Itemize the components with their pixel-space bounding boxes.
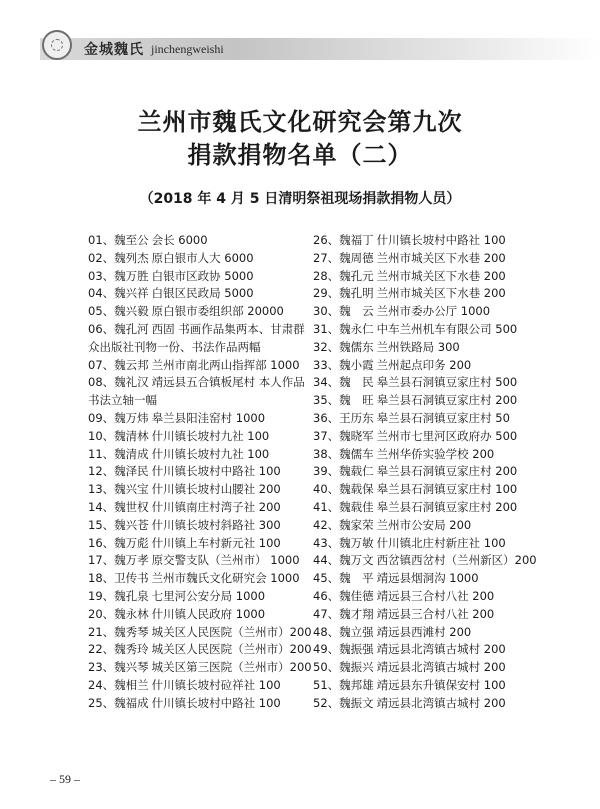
donor-number: 06、 [88, 321, 115, 336]
donor-number: 03、 [88, 268, 115, 283]
donor-name: 魏万文 [339, 553, 374, 568]
donor-number: 20、 [88, 606, 115, 621]
donor-detail: 七里河公安分局 1000 [151, 588, 266, 603]
brand-name-en: jinchengweishi [151, 42, 224, 56]
donor-detail: 靖远县北湾镇古城村 200 [376, 695, 506, 710]
donor-item [88, 659, 312, 677]
donor-item [88, 357, 306, 375]
donor-name: 魏云邦 [114, 357, 149, 372]
donor-name: 魏兴苍 [114, 517, 149, 532]
donor-item [88, 570, 306, 588]
donor-detail: 西岔镇西岔村（兰州新区）200 [376, 553, 537, 568]
donor-name: 魏福成 [114, 695, 149, 710]
donor-detail: 兰州市七里河区政府办 500 [376, 428, 518, 443]
donor-item [313, 303, 553, 321]
donor-item [88, 552, 306, 570]
donor-number: 34、 [313, 375, 340, 390]
donor-number: 42、 [313, 517, 340, 532]
donor-list-left [88, 232, 312, 713]
donor-name: 魏兴宝 [114, 482, 149, 497]
brand-name-cn: 金城魏氏 [84, 42, 144, 58]
donor-item [88, 624, 312, 642]
donor-item [313, 392, 553, 410]
donor-name: 魏儒车 [339, 446, 374, 461]
donor-name: 魏至公 [114, 233, 149, 247]
donor-item [313, 677, 553, 695]
donor-name: 魏万敏 [339, 535, 374, 550]
donor-number: 07、 [88, 357, 115, 372]
donor-detail: 什川镇上车村新元社 100 [151, 535, 281, 550]
donor-number: 10、 [88, 428, 115, 443]
donor-detail: 兰州市魏氏文化研究会 1000 [151, 571, 300, 586]
donor-item [88, 535, 306, 553]
donor-detail: 什川镇长坡村中路社 100 [151, 464, 281, 479]
page-title-line-1: 兰州市魏氏文化研究会第九次 [137, 107, 463, 136]
donor-item [313, 410, 553, 428]
donor-item [313, 321, 553, 339]
donor-number: 35、 [313, 393, 340, 408]
donor-detail: 会长 6000 [151, 233, 208, 247]
donor-detail: 什川镇长坡村山腰社 200 [151, 482, 281, 497]
donor-number: 52、 [313, 695, 340, 710]
donor-detail: 皋兰县石洞镇豆家庄村 200 [376, 393, 518, 408]
donor-name: 魏孔明 [339, 286, 374, 301]
donor-item [88, 374, 306, 410]
donor-number: 23、 [88, 660, 115, 675]
donor-name: 卫传书 [114, 571, 149, 586]
donor-detail: 城关区人民医院（兰州市）200 [151, 624, 312, 639]
donor-item [313, 588, 553, 606]
donor-item [313, 641, 553, 659]
donor-item [88, 446, 306, 464]
donor-detail: 兰州市委办公厅 1000 [376, 304, 491, 319]
donor-detail: 城关区第三医院（兰州市）200 [151, 660, 312, 675]
donor-detail: 靖远县烟洞沟 1000 [376, 571, 479, 586]
donor-number: 37、 [313, 428, 340, 443]
donor-name: 魏载保 [339, 482, 374, 497]
donor-detail: 兰州市公安局 200 [376, 517, 472, 532]
donor-detail: 原白银市人大 6000 [151, 250, 254, 265]
donor-number: 29、 [313, 286, 340, 301]
donor-item [313, 606, 553, 624]
donor-name: 魏列杰 [114, 250, 149, 265]
donor-name: 魏佳德 [339, 588, 374, 603]
donor-number: 44、 [313, 553, 340, 568]
donor-item [313, 499, 553, 517]
donor-name: 魏孔河 [114, 321, 149, 336]
donor-number: 50、 [313, 660, 340, 675]
donor-number: 13、 [88, 482, 115, 497]
donor-name: 魏载佳 [339, 499, 374, 514]
donor-detail: 兰州市城关区下水巷 200 [376, 268, 506, 283]
donor-item [88, 268, 306, 286]
donor-item [313, 250, 553, 268]
donor-number: 01、 [88, 233, 115, 247]
donor-number: 51、 [313, 677, 340, 692]
donor-item [88, 641, 312, 659]
donor-name: 魏晓军 [339, 428, 374, 443]
donor-detail: 原交警支队（兰州市） 1000 [151, 553, 300, 568]
donor-number: 14、 [88, 499, 115, 514]
donor-detail: 兰州铁路局 300 [376, 339, 460, 354]
donor-item [88, 250, 306, 268]
donor-detail: 皋兰县石洞镇豆家庄村 500 [376, 375, 518, 390]
donor-detail: 什川镇长坡村砬祥社 100 [151, 677, 281, 692]
donor-detail: 兰州市城关区下水巷 200 [376, 250, 506, 265]
donor-number: 46、 [313, 588, 340, 603]
donor-number: 30、 [313, 304, 340, 319]
page-title-line-2: 捐款捐物名单（二） [187, 140, 413, 169]
donor-item [313, 357, 553, 375]
donor-detail: 原白银市委组织部 20000 [151, 304, 284, 319]
donor-detail: 什川镇南庄村湾子社 200 [151, 499, 281, 514]
donor-item [88, 517, 306, 535]
donor-detail: 什川镇长坡村斜路社 300 [151, 517, 281, 532]
donor-item [88, 428, 306, 446]
donor-name: 魏兴祥 [114, 286, 149, 301]
donor-detail: 兰州华侨实验学校 200 [376, 446, 495, 461]
donor-number: 39、 [313, 464, 340, 479]
donor-number: 02、 [88, 250, 115, 265]
donor-detail: 皋兰县石洞镇豆家庄村 50 [376, 410, 510, 425]
donor-name: 魏世权 [114, 499, 149, 514]
donor-item [313, 285, 553, 303]
donor-name: 魏清成 [114, 446, 149, 461]
donor-number: 12、 [88, 464, 115, 479]
page-subtitle: （2018 年 4 月 5 日清明祭祖现场捐款捐物人员） [139, 191, 461, 207]
donor-item [313, 535, 553, 553]
donor-number: 38、 [313, 446, 340, 461]
seal-logo-icon [42, 30, 72, 60]
donor-detail: 西固 书画作品集两本、甘肃群 [151, 321, 305, 336]
donor-number: 05、 [88, 304, 115, 319]
donor-item [313, 552, 553, 570]
donor-name: 王历东 [339, 410, 374, 425]
donor-detail: 靖远县三合村八社 200 [376, 606, 495, 621]
donor-number: 08、 [88, 375, 115, 390]
donor-name: 魏万孝 [114, 553, 149, 568]
donor-number: 45、 [313, 571, 340, 586]
donor-number: 48、 [313, 624, 340, 639]
donor-number: 21、 [88, 624, 115, 639]
donor-item [88, 285, 306, 303]
donor-number: 09、 [88, 410, 115, 425]
donor-item [313, 374, 553, 392]
donor-detail: 什川镇人民政府 1000 [151, 606, 266, 621]
donor-detail: 靖远县西滩村 200 [376, 624, 472, 639]
donor-detail: 兰州市南北两山指挥部 1000 [151, 357, 300, 372]
donor-detail: 靖远县三合村八社 200 [376, 588, 495, 603]
donor-number: 16、 [88, 535, 115, 550]
donor-number: 15、 [88, 517, 115, 532]
donor-number: 17、 [88, 553, 115, 568]
donor-item [88, 677, 306, 695]
donor-detail: 皋兰县石洞镇豆家庄村 100 [376, 482, 518, 497]
donor-detail: 白银区民政局 5000 [151, 286, 254, 301]
donor-item [88, 695, 306, 713]
donor-name: 魏 民 [339, 375, 374, 390]
donor-number: 43、 [313, 535, 340, 550]
donor-item [88, 481, 306, 499]
donor-number: 04、 [88, 286, 115, 301]
donor-name: 魏 旺 [339, 393, 374, 408]
donor-name: 魏振兴 [339, 660, 374, 675]
donor-item [313, 339, 553, 357]
donor-item [313, 570, 553, 588]
donor-name: 魏孔元 [339, 268, 374, 283]
donor-list-right [313, 232, 553, 713]
donor-detail: 靖远县北湾镇古城村 200 [376, 642, 506, 657]
donor-number: 49、 [313, 642, 340, 657]
donor-detail: 靖远县北湾镇古城村 200 [376, 660, 506, 675]
page-number: – 59 – [50, 772, 80, 786]
donor-detail: 皋兰县石洞镇豆家庄村 200 [376, 499, 518, 514]
donor-item [88, 463, 306, 481]
donor-item [313, 481, 553, 499]
donor-name: 魏清林 [114, 428, 149, 443]
donor-number: 24、 [88, 677, 115, 692]
donor-item [88, 606, 306, 624]
donor-name: 魏秀玲 [114, 642, 149, 657]
donor-name: 魏永仁 [339, 321, 374, 336]
donor-detail: 城关区人民医院（兰州市）200 [151, 642, 312, 657]
donor-number: 47、 [313, 606, 340, 621]
donor-detail: 兰州起点印务 200 [376, 357, 472, 372]
donor-detail-continued: 众出版社刊物一份、书法作品两幅 [88, 339, 261, 354]
donor-item [88, 303, 306, 321]
donor-number: 19、 [88, 588, 115, 603]
donor-name: 魏家荣 [339, 517, 374, 532]
donor-detail: 什川镇北庄村新庄社 100 [376, 535, 506, 550]
donor-name: 魏 云 [339, 304, 374, 319]
donor-detail: 白银市区政协 5000 [151, 268, 254, 283]
donor-name: 魏儒东 [339, 339, 374, 354]
donor-item [88, 321, 306, 357]
donor-name: 魏邦雄 [339, 677, 374, 692]
donor-detail: 什川镇长坡村中路社 100 [376, 233, 506, 247]
donor-number: 27、 [313, 250, 340, 265]
donor-name: 魏万彪 [114, 535, 149, 550]
donor-name: 魏振强 [339, 642, 374, 657]
donor-detail: 什川镇长坡村九社 100 [151, 428, 270, 443]
donor-name: 魏 平 [339, 571, 374, 586]
donor-name: 魏才翔 [339, 606, 374, 621]
donor-item [313, 624, 553, 642]
donor-number: 40、 [313, 482, 340, 497]
donor-name: 魏孔泉 [114, 588, 149, 603]
donor-item [313, 695, 553, 713]
donor-name: 魏兴琴 [114, 660, 149, 675]
donor-item [88, 499, 306, 517]
donor-detail: 什川镇长坡村中路社 100 [151, 695, 281, 710]
donor-item [313, 517, 553, 535]
donor-item [313, 268, 553, 286]
donor-item [88, 232, 306, 250]
donor-item [313, 446, 553, 464]
donor-name: 魏立强 [339, 624, 374, 639]
donor-item [313, 463, 553, 481]
donor-name: 魏泽民 [114, 464, 149, 479]
donor-item [313, 232, 553, 250]
donor-item [313, 659, 553, 677]
donor-name: 魏永林 [114, 606, 149, 621]
donor-number: 25、 [88, 695, 115, 710]
donor-number: 18、 [88, 571, 115, 586]
donor-name: 魏万炜 [114, 410, 149, 425]
donor-detail: 什川镇长坡村九社 100 [151, 446, 270, 461]
donor-number: 33、 [313, 357, 340, 372]
donor-detail: 靖远县东升镇保安村 100 [376, 677, 506, 692]
donor-item [88, 588, 306, 606]
page-header [0, 0, 600, 70]
donor-item [313, 428, 553, 446]
donor-number: 36、 [313, 410, 340, 425]
donor-detail: 皋兰县阳洼窑村 1000 [151, 410, 266, 425]
donor-name: 魏载仁 [339, 464, 374, 479]
donor-name: 魏相兰 [114, 677, 149, 692]
donor-detail: 兰州市城关区下水巷 200 [376, 286, 506, 301]
donor-name: 魏万胜 [114, 268, 149, 283]
donor-number: 11、 [88, 446, 115, 461]
donor-name: 魏秀琴 [114, 624, 149, 639]
donor-name: 魏兴毅 [114, 304, 149, 319]
donor-name: 魏福丁 [339, 233, 374, 247]
donor-detail-continued: 书法立轴一幅 [88, 393, 157, 408]
donor-number: 26、 [313, 233, 340, 247]
donor-name: 魏小霞 [339, 357, 374, 372]
donor-number: 31、 [313, 321, 340, 336]
donor-name: 魏振文 [339, 695, 374, 710]
donor-item [88, 410, 306, 428]
donor-detail: 中车兰州机车有限公司 500 [376, 321, 518, 336]
donor-detail: 靖远县五合镇板尾村 本人作品 [151, 375, 305, 390]
donor-detail: 皋兰县石洞镇豆家庄村 200 [376, 464, 518, 479]
donor-number: 22、 [88, 642, 115, 657]
donor-name: 魏周德 [339, 250, 374, 265]
donor-number: 28、 [313, 268, 340, 283]
donor-number: 32、 [313, 339, 340, 354]
donor-number: 41、 [313, 499, 340, 514]
donor-name: 魏礼汉 [114, 375, 149, 390]
